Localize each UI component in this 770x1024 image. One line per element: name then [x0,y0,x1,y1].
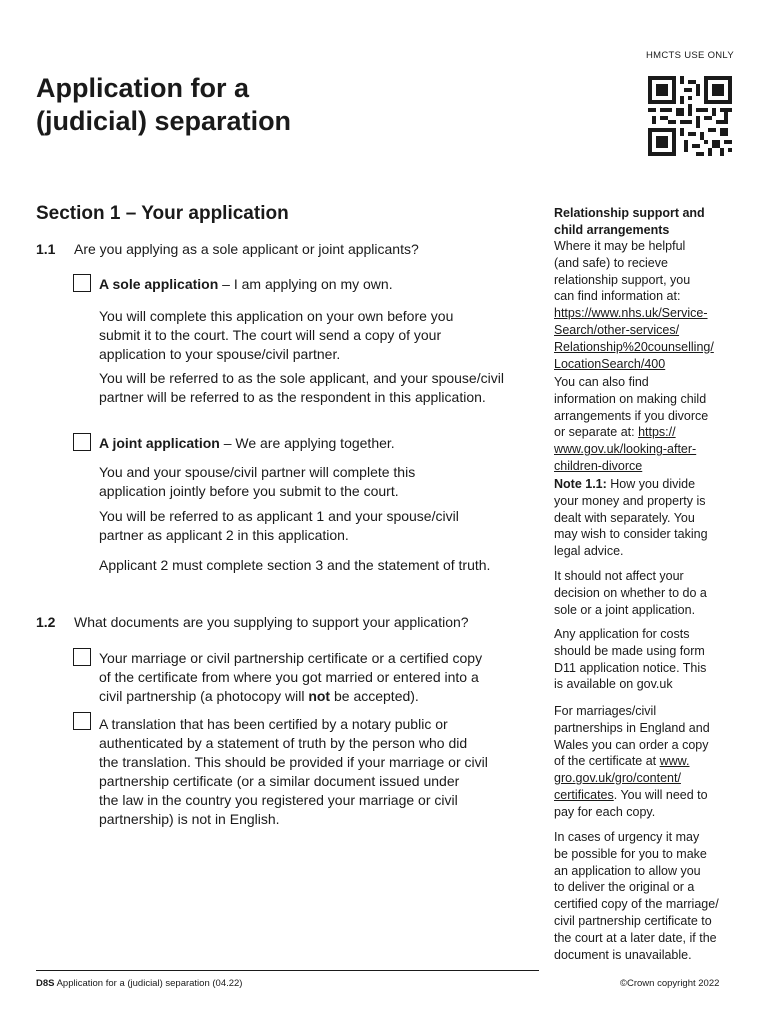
text-line: You will be referred to as applicant 1 and your spouse/civil [99,508,459,524]
text-line: In cases of urgency it may [554,830,700,844]
text-line: document is unavailable. [554,947,692,962]
text-line: (and safe) to recieve [554,255,668,270]
text-line: For marriages/civil [554,704,657,718]
text-line: sole or a joint application. [554,602,696,617]
gro-certificates-link[interactable]: www. [659,754,690,769]
text-span: How you divide [606,477,696,491]
text-line: legal advice. [554,544,624,559]
text-line: may wish to consider taking [554,527,708,542]
emphasis-not: not [308,688,331,704]
page-title-line-1: Application for a [36,73,250,103]
text-line [554,424,736,441]
text-line: partnership certificate (or a similar document issued under [99,773,460,789]
form-title: Application for a (judicial) separation (04.22) [54,978,243,989]
text-line [99,687,482,706]
sidebar-paragraph-3 [554,568,736,618]
text-span: be accepted). [330,688,419,704]
form-code: D8S [36,978,55,989]
text-line: A translation that has been certified by a notary public or [99,716,448,732]
text-line [554,787,736,804]
text-line: information on making child [554,391,707,406]
sole-paragraph-1 [99,307,453,364]
joint-application-label-bold: A joint application [99,435,220,451]
gro-certificates-link[interactable]: gro.gov.uk/gro/content/ [554,771,681,786]
sidebar-paragraph-1 [554,238,736,372]
text-line: Your marriage or civil partnership certificate or a certified copy [99,650,483,666]
text-line: Where it may be helpful [554,239,686,253]
text-line: pay for each copy. [554,804,656,819]
text-line: is available on gov.uk [554,677,673,692]
text-line: arrangements if you divorce [554,408,709,423]
text-line: should be made using form [554,643,705,658]
gov-child-arrangements-link[interactable]: www.gov.uk/looking-after- [554,442,697,457]
gov-child-arrangements-link[interactable]: children-divorce [554,458,643,473]
text-line: Relationship support and [554,206,705,220]
joint-application-label [99,435,395,451]
sidebar-note-1-1 [554,476,736,560]
joint-paragraph-2 [99,507,459,545]
text-line: partnerships in England and [554,720,710,735]
sidebar-paragraph-4 [554,626,736,693]
page-title-line-2: (judicial) separation [36,106,292,136]
gov-child-arrangements-link[interactable]: https:// [638,425,676,440]
text-line [554,753,736,770]
text-line: You and your spouse/civil partner will complete this [99,464,416,480]
text-line: partnership) is not in English. [99,811,280,827]
text-span: . You will need to [613,787,708,802]
question-number: 1.1 [36,241,56,257]
sole-application-label-rest: – I am applying on my own. [218,276,393,292]
text-line: of the certificate from where you got married or entered into a [99,669,479,685]
note-label: Note 1.1: [554,477,607,491]
text-line: authenticated by a statement of truth by the person who did [99,735,468,751]
nhs-relationship-link[interactable]: https://www.nhs.uk/Service- [554,306,708,321]
hmcts-use-only-label: HMCTS USE ONLY [646,50,734,61]
text-line: Wales you can order a copy [554,737,709,752]
translation-label [99,715,488,829]
text-line: It should not affect your [554,569,684,583]
text-line: to deliver the original or a [554,880,695,895]
text-line: your money and property is [554,493,706,508]
footer-copyright: ©Crown copyright 2022 [620,978,720,989]
text-line: Any application for costs [554,627,690,641]
sidebar-paragraph-6 [554,829,736,963]
text-line: You can also find [554,375,649,389]
text-line: the court at a later date, if the [554,930,717,945]
sidebar-heading [554,205,736,239]
footer-divider [36,970,539,971]
gro-certificates-link[interactable]: certificates [554,787,614,802]
sole-application-label [99,276,393,292]
text-line: You will complete this application on your own before you [99,308,454,324]
text-line [554,476,736,493]
page-title [36,72,416,138]
text-span: civil partnership (a photocopy will [99,688,309,704]
sole-paragraph-2 [99,369,504,407]
text-line: application jointly before you submit to the court. [99,483,399,499]
text-line: can find information at: [554,289,681,304]
text-line: submit it to the court. The court will send a copy of your [99,327,442,343]
text-line: D11 application notice. This [554,660,707,675]
text-line: decision on whether to do a [554,585,707,600]
text-line: dealt with separately. You [554,510,695,525]
joint-application-label-rest: – We are applying together. [219,435,395,451]
text-span: or separate at: [554,425,639,440]
footer-form-name [36,978,242,989]
text-line: certified copy of the marriage/ [554,897,719,912]
marriage-certificate-label [99,649,482,706]
text-line: child arrangements [554,222,670,237]
text-line: the law in the country you registered your marriage or civil [99,792,458,808]
text-line: You will be referred to as the sole applicant, and your spouse/civil [99,370,504,386]
text-line: the translation. This should be provided if your marriage or civil [99,754,488,770]
question-number: 1.2 [36,614,56,630]
question-text: Are you applying as a sole applicant or joint applicants? [74,241,419,257]
text-line: an application to allow you [554,863,701,878]
sidebar-paragraph-5 [554,703,736,821]
qr-code-icon [648,76,732,156]
joint-application-checkbox[interactable] [73,433,91,451]
translation-checkbox[interactable] [73,712,91,730]
marriage-certificate-checkbox[interactable] [73,648,91,666]
section-title: Section 1 – Your application [36,203,289,224]
text-line: partner as applicant 2 in this application. [99,527,349,543]
joint-paragraph-1 [99,463,415,501]
sole-application-checkbox[interactable] [73,274,91,292]
nhs-relationship-link[interactable]: Relationship%20counselling/ [554,339,714,354]
sole-application-label-bold: A sole application [99,276,219,292]
joint-paragraph-3: Applicant 2 must complete section 3 and the statement of truth. [99,557,491,573]
nhs-relationship-link[interactable]: LocationSearch/400 [554,356,666,371]
text-line: civil partnership certificate to [554,913,712,928]
text-line: be possible for you to make [554,846,707,861]
sidebar-paragraph-2 [554,374,736,475]
text-span: of the certificate at [554,754,660,769]
text-line: application to your spouse/civil partner. [99,346,341,362]
nhs-relationship-link[interactable]: Search/other-services/ [554,322,680,337]
question-text: What documents are you supplying to support your application? [74,614,469,630]
text-line: relationship support, you [554,272,691,287]
text-line: partner will be referred to as the respondent in this application. [99,389,486,405]
